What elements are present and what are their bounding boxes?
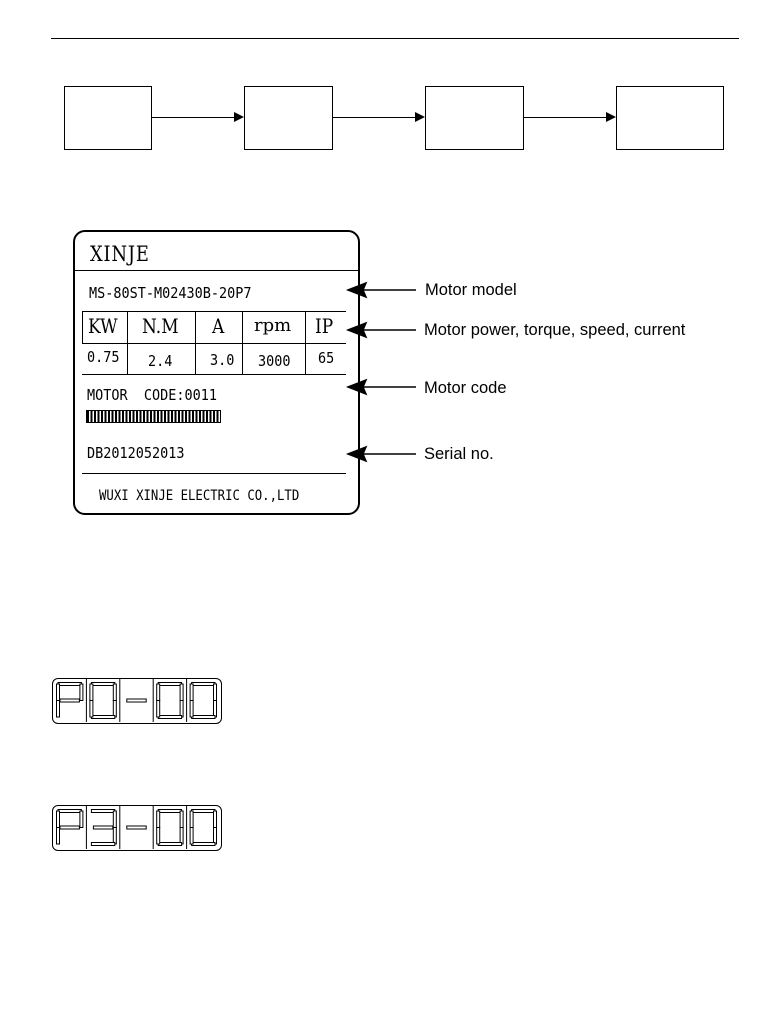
lcd-segment	[57, 684, 60, 701]
lcd-segment	[57, 828, 60, 845]
lcd-segment	[180, 684, 183, 701]
callout-serial-no: Serial no.	[424, 445, 494, 463]
callout-arrowhead-model	[348, 283, 366, 297]
flow-box-3	[425, 86, 524, 150]
lcd-segment	[158, 683, 181, 686]
table-bottom-border	[82, 374, 346, 375]
lcd-segment	[91, 683, 114, 686]
callout-arrowhead-code	[348, 380, 366, 394]
lcd-display-p0-00	[52, 678, 222, 724]
lcd-segment	[214, 684, 217, 701]
flow-arrow-3	[524, 117, 606, 118]
lcd-segment	[180, 701, 183, 718]
lcd-segment	[157, 828, 160, 845]
table-value-rpm: 3000	[258, 352, 291, 370]
nameplate-divider-2	[82, 473, 346, 474]
lcd-segment	[157, 811, 160, 828]
lcd-segment	[57, 701, 60, 718]
callout-arrows	[340, 275, 420, 465]
table-mid-border	[82, 343, 346, 344]
lcd-display-p3-00	[52, 805, 222, 851]
nameplate-model: MS-80ST-M02430B-20P7	[89, 284, 252, 302]
lcd-segment	[190, 811, 193, 828]
nameplate-brand: XINJE	[90, 242, 150, 266]
flow-arrowhead-3	[606, 112, 616, 122]
lcd-segment	[60, 699, 79, 702]
table-col-line-2	[195, 311, 196, 374]
lcd-segment	[93, 826, 112, 829]
lcd-segment	[91, 843, 114, 846]
flow-box-1	[64, 86, 152, 150]
table-value-kw: 0.75	[87, 348, 120, 366]
table-value-nm: 2.4	[148, 352, 173, 370]
lcd-segment	[192, 810, 215, 813]
lcd-digit-1	[91, 810, 116, 846]
lcd-segment	[192, 716, 215, 719]
lcd-segment	[180, 811, 183, 828]
lcd-segment	[190, 701, 193, 718]
table-header-a: A	[212, 314, 225, 338]
lcd-segment	[113, 684, 116, 701]
lcd-digit-0	[57, 810, 83, 845]
lcd-segment	[113, 701, 116, 718]
callout-arrowhead-power	[348, 323, 366, 337]
lcd-digit-4	[190, 683, 216, 719]
lcd-segment	[190, 684, 193, 701]
table-header-ip: IP	[315, 314, 334, 338]
lcd-segment	[90, 701, 93, 718]
lcd-digit-2	[127, 699, 146, 702]
lcd-segment	[91, 810, 114, 813]
table-header-rpm: rpm	[254, 315, 292, 336]
flow-arrow-2	[333, 117, 415, 118]
lcd-digits-2	[53, 806, 220, 849]
lcd-segment	[157, 701, 160, 718]
table-col-line-0	[82, 311, 83, 343]
lcd-segment	[190, 828, 193, 845]
table-top-border	[82, 311, 346, 312]
table-col-line-1	[127, 311, 128, 374]
lcd-digit-0	[57, 683, 83, 718]
lcd-segment	[58, 683, 81, 686]
header-rule	[51, 38, 739, 39]
lcd-segment	[127, 699, 146, 702]
flow-box-2	[244, 86, 333, 150]
flow-arrow-1	[152, 117, 234, 118]
nameplate-barcode	[86, 410, 221, 423]
lcd-segment	[192, 683, 215, 686]
callout-motor-power: Motor power, torque, speed, current	[424, 321, 686, 339]
lcd-digit-3	[157, 683, 183, 719]
lcd-segment	[158, 843, 181, 846]
nameplate-serial: DB2012052013	[87, 444, 185, 462]
lcd-segment	[91, 716, 114, 719]
lcd-segment	[157, 684, 160, 701]
lcd-segment	[90, 684, 93, 701]
lcd-segment	[113, 828, 116, 845]
table-col-line-4	[305, 311, 306, 374]
lcd-segment	[80, 684, 83, 701]
table-col-line-3	[242, 311, 243, 374]
table-value-ip: 65	[318, 349, 335, 367]
lcd-segment	[214, 811, 217, 828]
lcd-digits-1	[53, 679, 220, 722]
nameplate-divider-1	[75, 270, 358, 271]
flow-arrowhead-1	[234, 112, 244, 122]
lcd-segment	[60, 826, 79, 829]
lcd-segment	[127, 826, 146, 829]
callout-motor-model: Motor model	[425, 281, 517, 299]
lcd-digit-1	[90, 683, 116, 719]
table-header-kw: KW	[88, 314, 118, 338]
lcd-segment	[192, 843, 215, 846]
flow-arrowhead-2	[415, 112, 425, 122]
table-value-a: 3.0	[210, 351, 235, 369]
lcd-segment	[80, 811, 83, 828]
lcd-segment	[180, 828, 183, 845]
lcd-segment	[214, 701, 217, 718]
table-header-nm: N.M	[142, 314, 179, 338]
lcd-segment	[58, 810, 81, 813]
lcd-segment	[214, 828, 217, 845]
lcd-segment	[158, 716, 181, 719]
lcd-segment	[113, 811, 116, 828]
callout-motor-code: Motor code	[424, 379, 507, 397]
lcd-segment	[57, 811, 60, 828]
lcd-digit-4	[190, 810, 216, 846]
lcd-digit-3	[157, 810, 183, 846]
lcd-digit-2	[127, 826, 146, 829]
flow-box-4	[616, 86, 724, 150]
lcd-segment	[158, 810, 181, 813]
callout-arrowhead-serial	[348, 447, 366, 461]
nameplate-motor-code: MOTOR CODE:0011	[87, 386, 218, 404]
nameplate-company: WUXI XINJE ELECTRIC CO.,LTD	[99, 488, 300, 504]
